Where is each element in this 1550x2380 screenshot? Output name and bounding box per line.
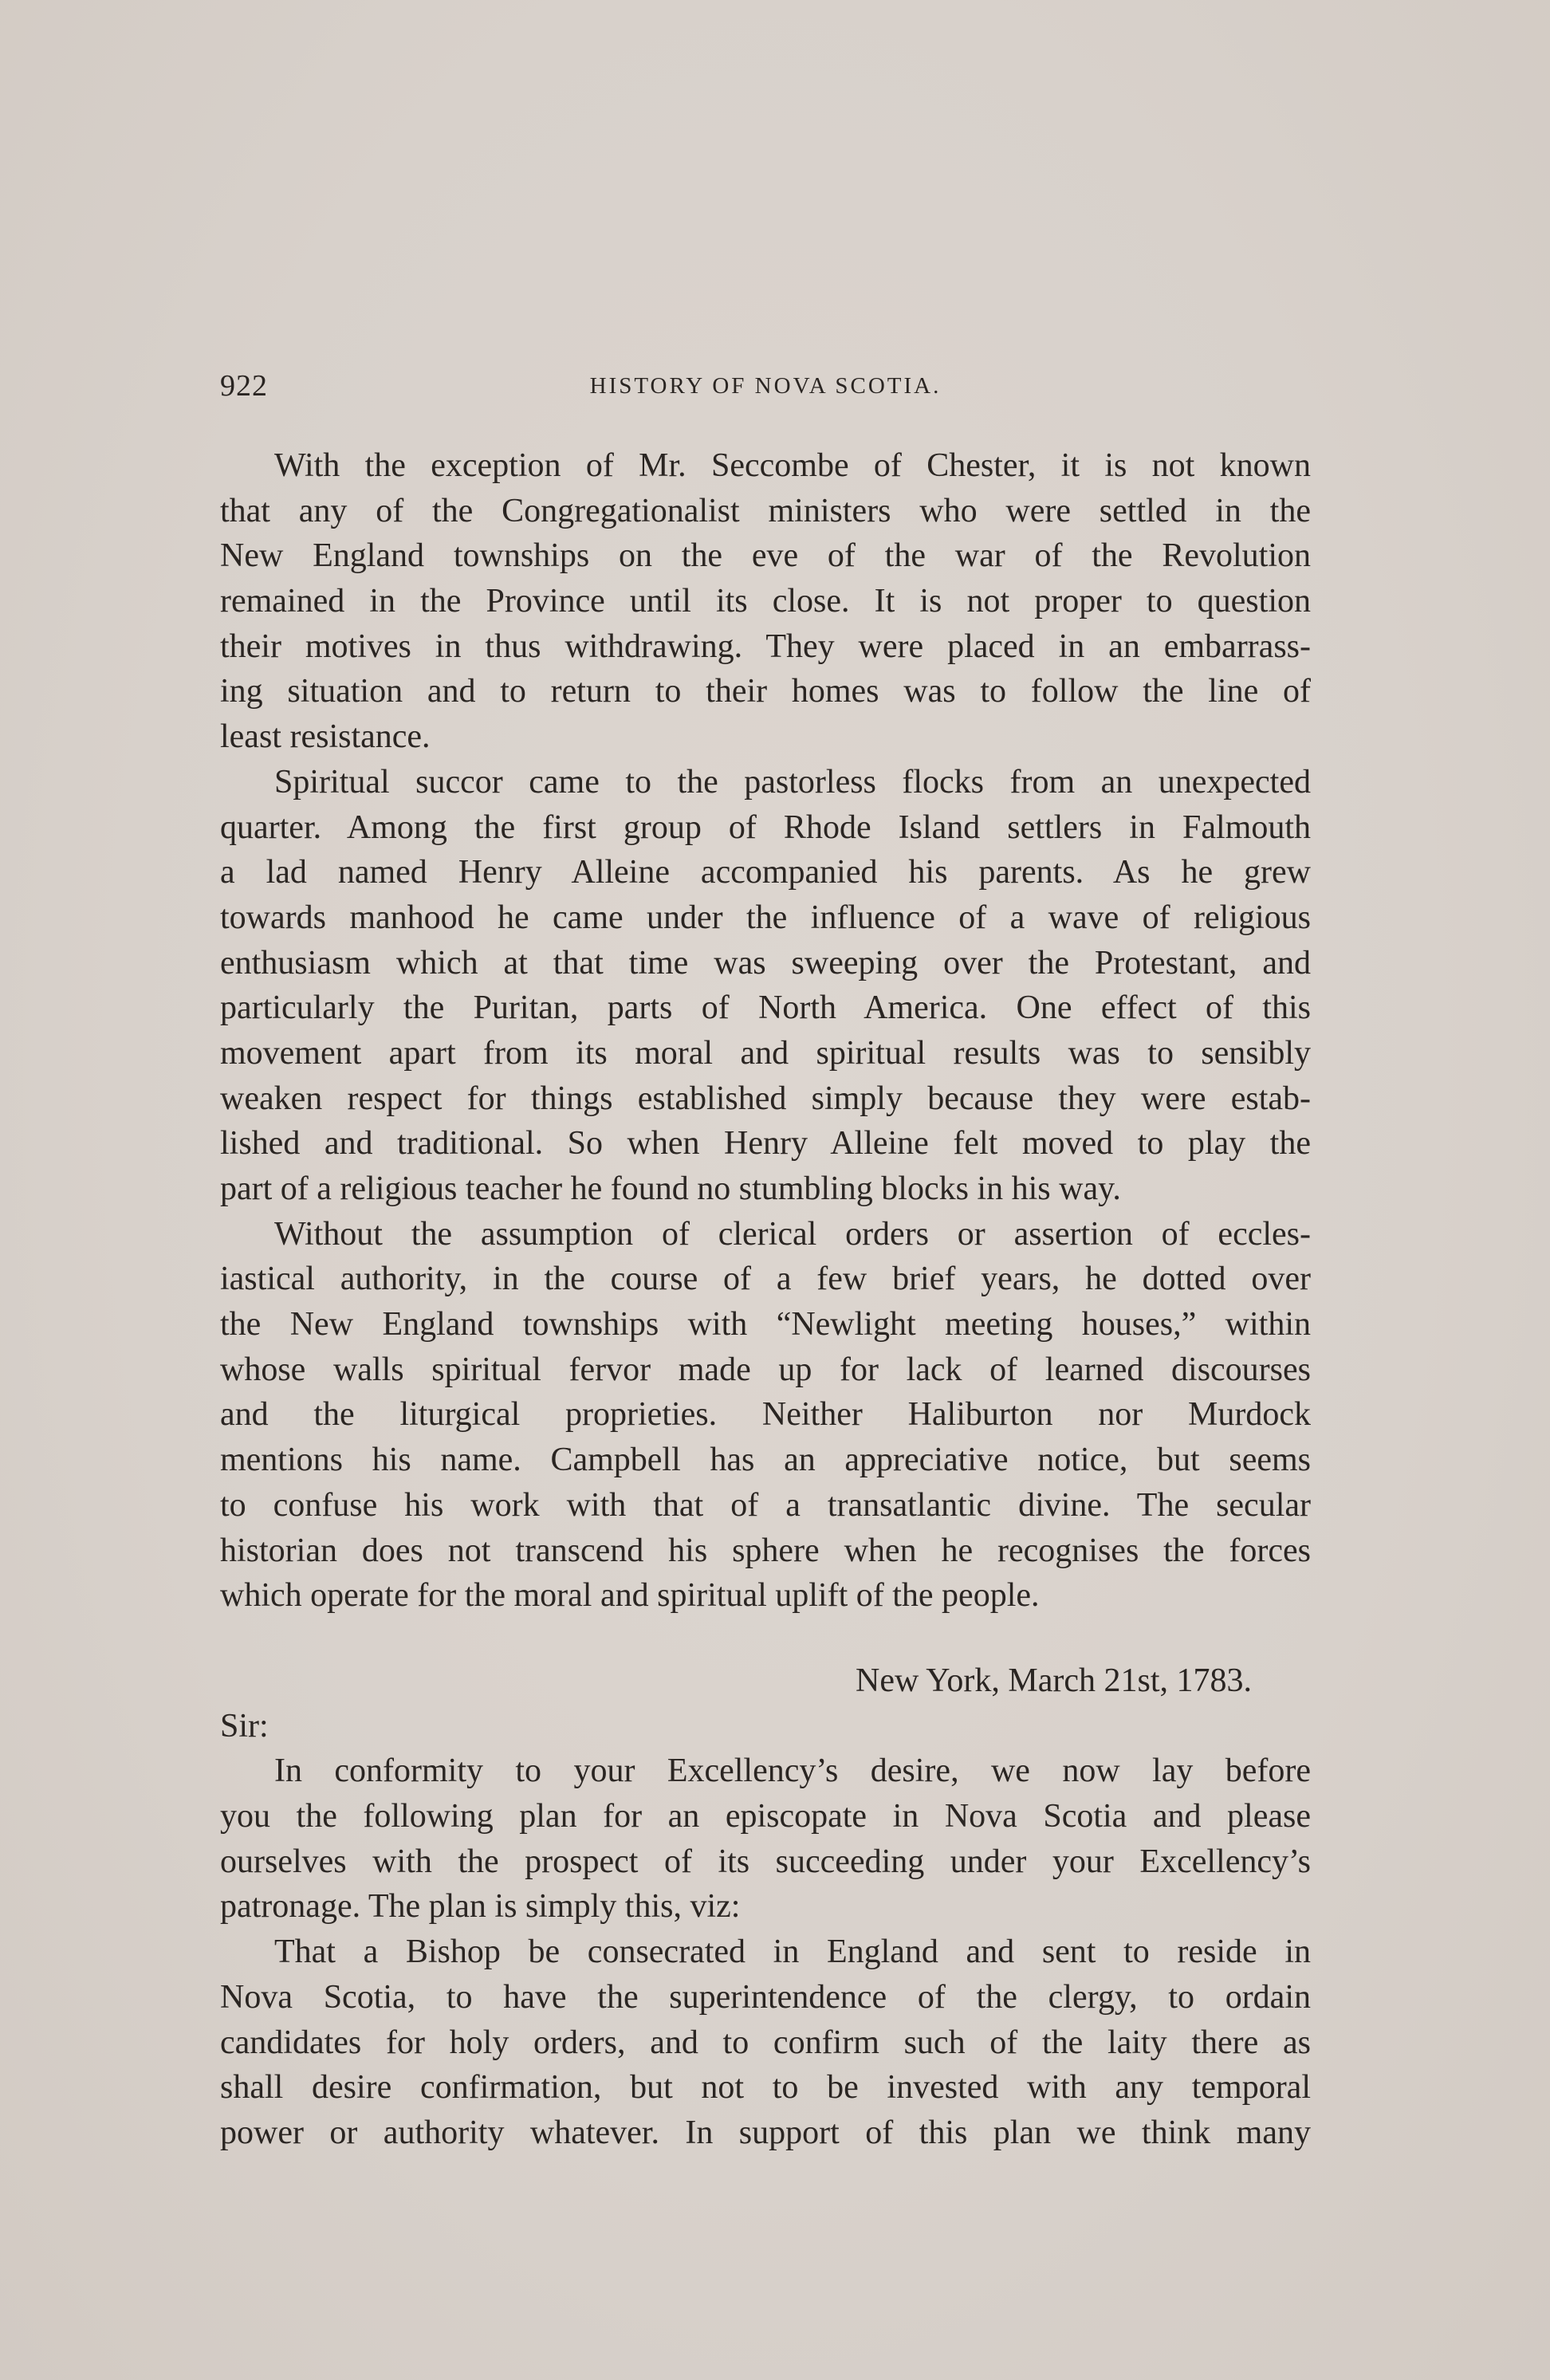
running-title: HISTORY OF NOVA SCOTIA. (589, 373, 942, 399)
paragraph (220, 1212, 1311, 1619)
text-line: Nova Scotia, to have the superintendence of the clergy, to ordain (220, 1978, 1311, 2016)
letter-salutation: Sir: (220, 1707, 269, 1745)
text-line: lished and traditional. So when Henry Alleine felt moved to play the (220, 1125, 1311, 1162)
text-line: towards manhood he came under the influence of a wave of religious (220, 899, 1311, 936)
text-line: a lad named Henry Alleine accompanied his parents. As he grew (220, 854, 1311, 891)
text-line: and the liturgical proprieties. Neither Haliburton nor Murdock (220, 1396, 1311, 1434)
text-line: patronage. The plan is simply this, viz: (220, 1888, 741, 1926)
text-line: That a Bishop be consecrated in England and sent to reside in (274, 1934, 1311, 1971)
paragraph (220, 443, 1311, 760)
text-line: the New England townships with “Newlight meeting houses,” within (220, 1306, 1311, 1343)
text-line: particularly the Puritan, parts of North America. One effect of this (220, 989, 1311, 1027)
text-line: remained in the Province until its close. It is not proper to question (220, 583, 1311, 620)
quoted-letter (220, 1658, 1311, 2156)
text-line: historian does not transcend his sphere when he recognises the forces (220, 1532, 1311, 1569)
text-line: whose walls spiritual fervor made up for lack of learned discourses (220, 1351, 1311, 1388)
text-line: Spiritual succor came to the pastorless flocks from an unexpected (274, 763, 1311, 801)
text-line: candidates for holy orders, and to confirm such of the laity there as (220, 2024, 1311, 2061)
text-line: quarter. Among the first group of Rhode Island settlers in Falmouth (220, 808, 1311, 846)
text-line: New England townships on the eve of the war of the Revolution (220, 537, 1311, 575)
page-number: 922 (220, 369, 268, 403)
body-text (220, 443, 1311, 1619)
text-line: which operate for the moral and spiritual uplift of the people. (220, 1577, 1040, 1615)
text-line: power or authority whatever. In support of this plan we think many (220, 2114, 1311, 2151)
paragraph (220, 760, 1311, 1212)
text-line: to confuse his work with that of a transatlantic divine. The secular (220, 1486, 1311, 1524)
letter-dateline: New York, March 21st, 1783. (856, 1662, 1252, 1699)
page-header (220, 368, 1311, 408)
text-line: weaken respect for things established simply because they were estab- (220, 1080, 1311, 1117)
text-line: ing situation and to return to their homes was to follow the line of (220, 673, 1311, 710)
text-line: iastical authority, in the course of a few brief years, he dotted over (220, 1261, 1311, 1298)
text-line: movement apart from its moral and spiritual results was to sensibly (220, 1034, 1311, 1072)
text-line: you the following plan for an episcopate in Nova Scotia and please (220, 1798, 1311, 1835)
text-line: their motives in thus withdrawing. They were placed in an embarrass- (220, 627, 1311, 665)
text-line: ourselves with the prospect of its succeeding under your Excellency’s (220, 1843, 1311, 1880)
paragraph (220, 1930, 1311, 2155)
text-line: mentions his name. Campbell has an appreciative notice, but seems (220, 1442, 1311, 1479)
text-line: enthusiasm which at that time was sweeping over the Protestant, and (220, 944, 1311, 982)
text-line: Without the assumption of clerical orders or assertion of eccles- (274, 1215, 1311, 1253)
text-line: With the exception of Mr. Seccombe of Chester, it is not known (274, 447, 1311, 484)
paragraph (220, 1749, 1311, 1930)
text-line: least resistance. (220, 718, 431, 756)
text-line: In conformity to your Excellency’s desire, we now lay before (274, 1753, 1311, 1790)
text-line: that any of the Congregationalist ministers who were settled in the (220, 492, 1311, 529)
text-line: part of a religious teacher he found no stumbling blocks in his way. (220, 1170, 1121, 1207)
text-line: shall desire confirmation, but not to be invested with any temporal (220, 2069, 1311, 2107)
